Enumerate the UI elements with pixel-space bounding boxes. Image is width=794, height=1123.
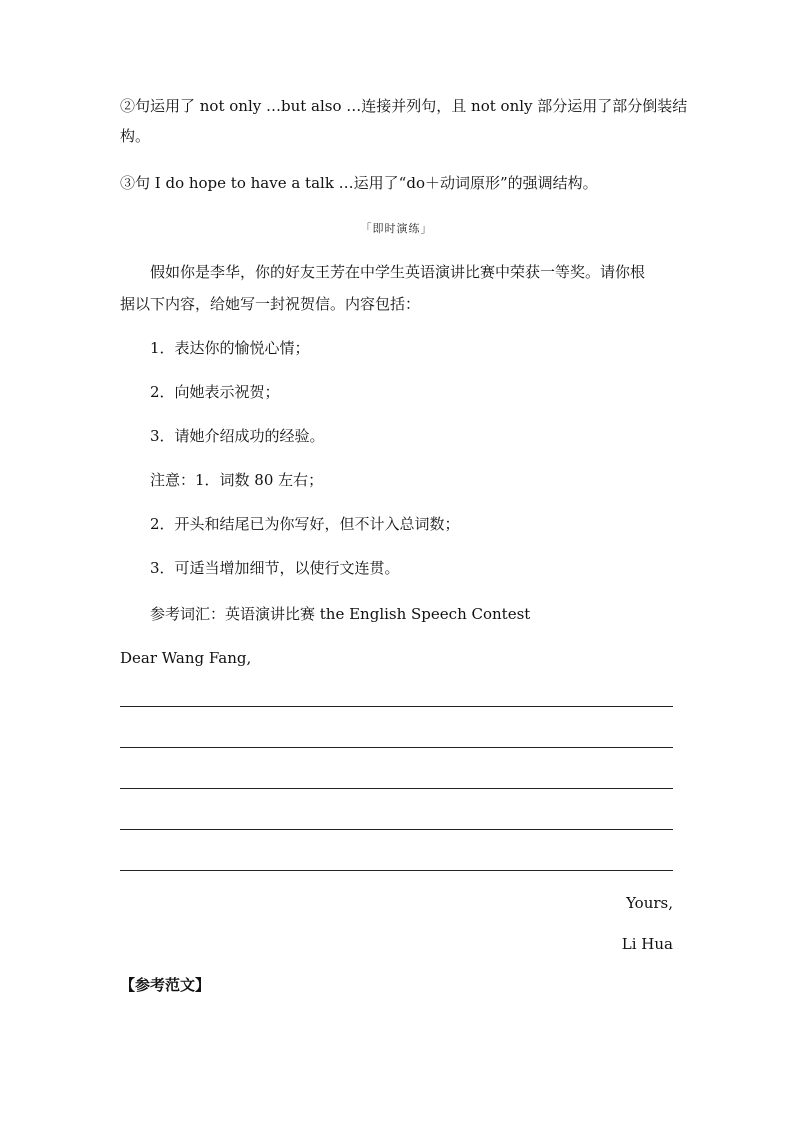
- note-2: 2．开头和结尾已为你写好，但不计入总词数；: [150, 515, 460, 533]
- letter-closing: Yours,: [626, 894, 673, 912]
- content-point-1: 1．表达你的愉悦心情；: [150, 339, 310, 357]
- analysis-sentence-3: ③句 I do hope to have a talk …运用了“do＋动词原形”的强调结构。: [120, 174, 598, 192]
- letter-signature: Li Hua: [621, 935, 673, 953]
- content-point-2: 2．向她表示祝贺；: [150, 383, 280, 401]
- letter-salutation: Dear Wang Fang,: [120, 649, 252, 667]
- analysis-sentence-2-line-2: 构。: [120, 127, 151, 145]
- answer-line-4: [120, 829, 673, 830]
- answer-line-3: [120, 788, 673, 789]
- practice-section-title: 「即时演练」: [360, 222, 433, 235]
- answer-line-5: [120, 870, 673, 871]
- note-1: 注意：1．词数 80 左右；: [150, 471, 324, 489]
- practice-prompt-line-1: 假如你是李华，你的好友王芳在中学生英语演讲比赛中荣获一等奖。请你根: [150, 263, 646, 281]
- model-essay-label: 【参考范文】: [120, 976, 211, 994]
- answer-line-1: [120, 706, 673, 707]
- answer-line-2: [120, 747, 673, 748]
- reference-vocabulary: 参考词汇：英语演讲比赛 the English Speech Contest: [150, 605, 531, 623]
- practice-prompt-line-2: 据以下内容，给她写一封祝贺信。内容包括：: [120, 295, 421, 313]
- analysis-sentence-2-line-1: ②句运用了 not only …but also …连接并列句，且 not only 部分运用了部分倒装结: [120, 97, 688, 115]
- content-point-3: 3．请她介绍成功的经验。: [150, 427, 325, 445]
- note-3: 3．可适当增加细节，以使行文连贯。: [150, 559, 400, 577]
